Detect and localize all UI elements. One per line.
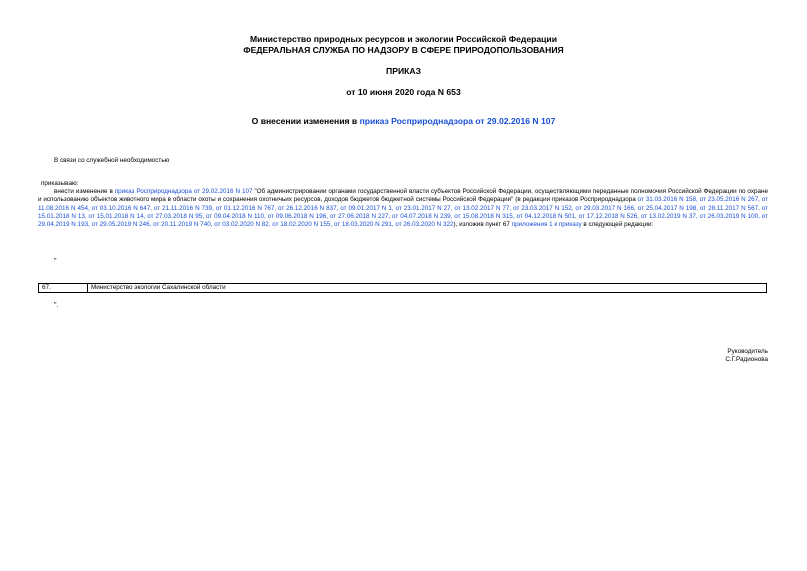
quote-open: " — [54, 258, 57, 265]
title-link[interactable]: приказ Росприроднадзора от 29.02.2016 N 107 — [359, 116, 556, 126]
table-cell-number: 67. — [39, 284, 88, 292]
appendix-link[interactable]: приложения 1 к приказу — [511, 221, 582, 229]
paragraph-part1: внести изменение в — [54, 188, 115, 195]
order-word: приказываю: — [41, 180, 79, 187]
title-prefix: О внесении изменения в — [251, 116, 360, 126]
order-paragraph — [38, 188, 768, 229]
signer-name: С.Г.Радионова — [725, 356, 768, 364]
service-name: ФЕДЕРАЛЬНАЯ СЛУЖБА ПО НАДЗОРУ В СФЕРЕ ПРИРОДОПОЛЬЗОВАНИЯ — [243, 45, 564, 55]
paragraph-part4: в следующей редакции: — [581, 221, 654, 229]
paragraph-part2: "Об администрировании органами государственной власти субъектов Российской Федерации, осуществляющими переданные полномочия Российской Федерации по охране и использованию объектов животного мира в области охоты и сохранения охотничьих ресурсов, доходов бюджетов бюджетной системы Российской Федерации" (в редакции приказов Росприроднадзора — [38, 188, 768, 204]
intro-text: В связи со служебной необходимостью — [54, 157, 170, 164]
signature-block — [725, 348, 768, 365]
document-date-number: от 10 июня 2020 года N 653 — [346, 87, 461, 97]
quote-close: ". — [54, 302, 59, 309]
amendment-table — [38, 283, 767, 293]
document-title — [0, 116, 807, 127]
table-cell-text: Министерство экологии Сахалинской области — [91, 284, 226, 291]
order-link[interactable]: приказ Росприроднадзора от 29.02.2016 N 107 — [114, 188, 253, 195]
paragraph-part3: ), изложив пункт 67 — [453, 221, 512, 229]
amendments-links[interactable]: от 31.03.2016 N 158, от 23.05.2016 N 267, от 11.08.2016 N 454, от 03.10.2016 N 647, от 21.11.2016 N 739, от 01.12.2016 N 767, от 26.12.2016 N 837, от 09.01.2017 N 1, от 23.01.2017 N 27, от 13.02.2017 N 77, от 23.03.2017 N 152, от 29.03.2017 N 166, от 25.04.2017 N 198, от 28.11.2017 N 567, от 15.01.2018 N 13, от 15.01.2018 N 14, от 27.03.2018 N 95, от 09.04.2018 N 110, от 09.06.2018 N 196, от 27.06.2018 N 227, от 04.07.2018 N 239, от 15.08.2018 N 315, от 04.12.2018 N 501, от 17.12.2018 N 526, от 13.02.2019 N 37, от 26.03.2019 N 100, от 29.04.2019 N 193, от 29.05.2019 N 246, от 20.11.2019 N 740, от 03.02.2020 N 82, от 18.02.2020 N 155, от 18.03.2020 N 291, от 26.03.2020 N 322 — [38, 196, 768, 229]
document-type: ПРИКАЗ — [386, 66, 421, 76]
signer-role: Руководитель — [727, 348, 768, 355]
ministry-name: Министерство природных ресурсов и экологии Российской Федерации — [250, 34, 557, 44]
